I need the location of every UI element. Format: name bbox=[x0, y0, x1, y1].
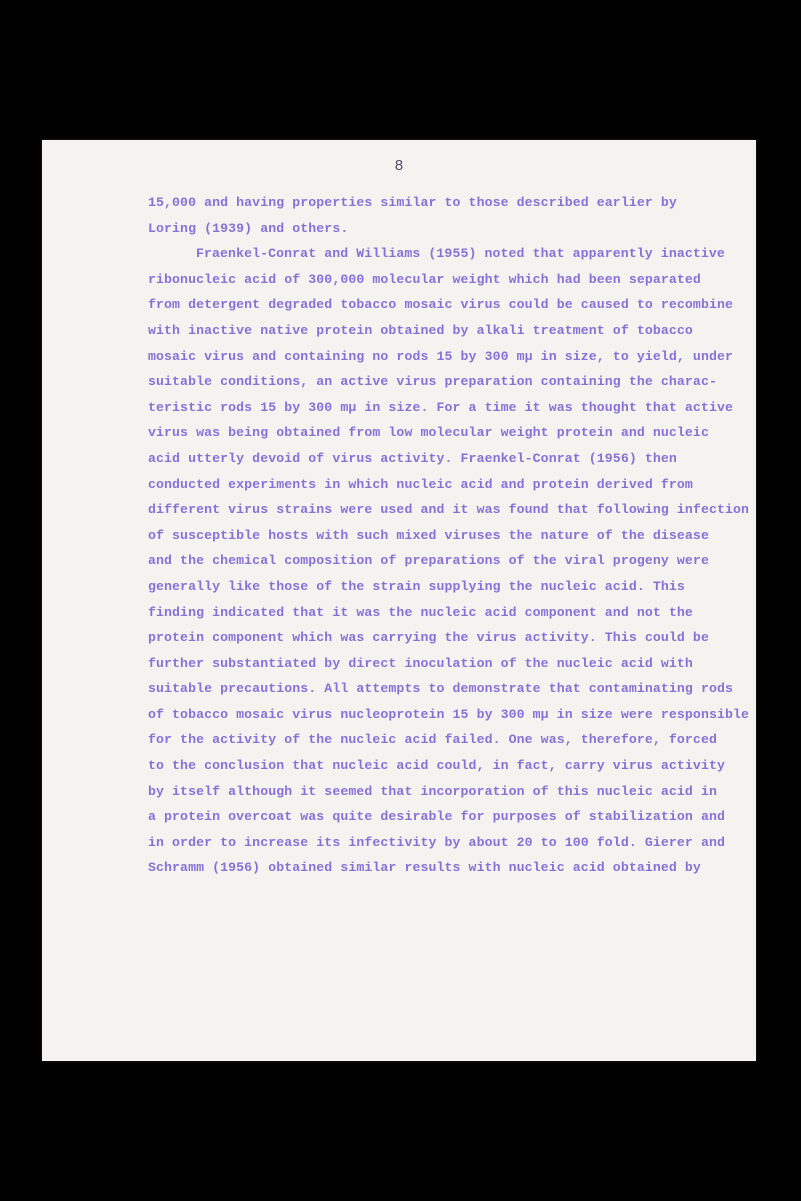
text-line: with inactive native protein obtained by alkali treatment of tobacco bbox=[148, 322, 693, 338]
text-line: virus was being obtained from low molecular weight protein and nucleic bbox=[148, 425, 709, 441]
body-text bbox=[148, 190, 750, 881]
text-line: 15,000 and having properties similar to those described earlier by bbox=[148, 195, 677, 210]
text-line: of susceptible hosts with such mixed viruses the nature of the disease bbox=[148, 527, 709, 543]
text-line: for the activity of the nucleic acid failed. One was, therefore, forced bbox=[148, 732, 717, 748]
page-number: 8 bbox=[394, 158, 404, 175]
text-line: generally like those of the strain supplying the nucleic acid. This bbox=[148, 578, 685, 594]
text-line: different virus strains were used and it was found that following infection bbox=[148, 502, 750, 518]
text-line: to the conclusion that nucleic acid could, in fact, carry virus activity bbox=[148, 758, 725, 774]
text-line: further substantiated by direct inoculation of the nucleic acid with bbox=[148, 655, 693, 671]
text-line: Schramm (1956) obtained similar results with nucleic acid obtained by bbox=[148, 860, 701, 876]
text-line: from detergent degraded tobacco mosaic virus could be caused to recombine bbox=[148, 297, 734, 313]
text-line: by itself although it seemed that incorporation of this nucleic acid in bbox=[148, 783, 717, 799]
text-line: ribonucleic acid of 300,000 molecular weight which had been separated bbox=[148, 271, 701, 287]
text-line: a protein overcoat was quite desirable for purposes of stabilization and bbox=[148, 809, 725, 825]
text-line: suitable conditions, an active virus preparation containing the charac- bbox=[148, 374, 717, 390]
document-page bbox=[42, 140, 756, 1061]
text-line: conducted experiments in which nucleic acid and protein derived from bbox=[148, 476, 693, 492]
text-line: Fraenkel-Conrat and Williams (1955) noted that apparently inactive bbox=[196, 246, 725, 262]
text-line: acid utterly devoid of virus activity. Fraenkel-Conrat (1956) then bbox=[148, 450, 677, 466]
text-line: finding indicated that it was the nucleic acid component and not the bbox=[148, 604, 693, 620]
text-line: in order to increase its infectivity by about 20 to 100 fold. Gierer and bbox=[148, 834, 725, 850]
text-line: suitable precautions. All attempts to demonstrate that contaminating rods bbox=[148, 681, 734, 697]
text-line: teristic rods 15 by 300 mμ in size. For a time it was thought that active bbox=[148, 399, 734, 415]
text-line: protein component which was carrying the virus activity. This could be bbox=[148, 630, 709, 646]
text-line: of tobacco mosaic virus nucleoprotein 15 by 300 mμ in size were responsible bbox=[148, 706, 750, 722]
text-line: Loring (1939) and others. bbox=[148, 220, 349, 236]
text-line: mosaic virus and containing no rods 15 by 300 mμ in size, to yield, under bbox=[148, 348, 734, 364]
text-line: and the chemical composition of preparations of the viral progeny were bbox=[148, 553, 709, 569]
